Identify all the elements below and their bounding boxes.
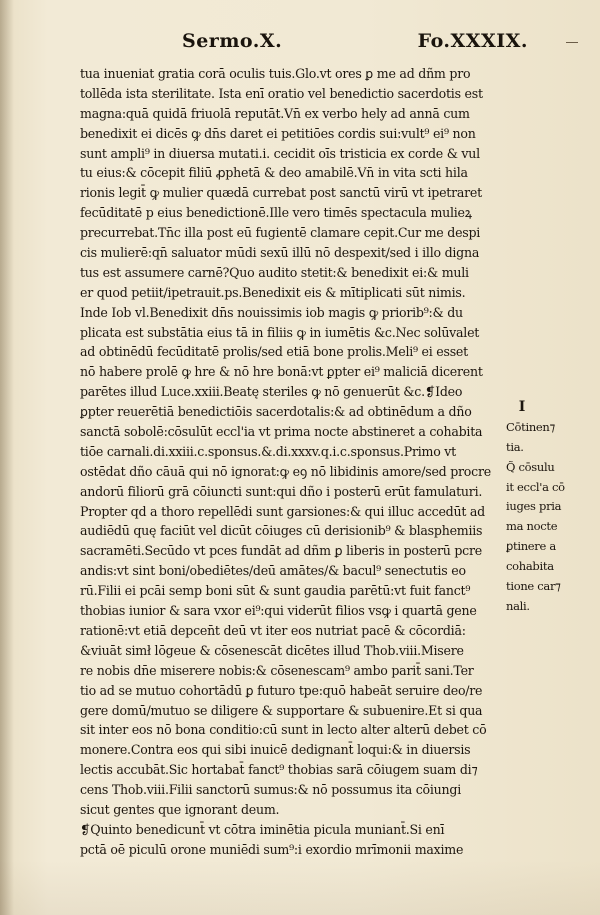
folio-number: Fo.XXXIX. (417, 30, 528, 52)
text-line: Propter qd a thoro repellēdi sunt garsiones:& qui illuc accedūt ad (80, 503, 485, 519)
text-line: ostēdat dño cāuā qui nō ignorat:ꝙ eꝯ nō libidinis amore/sed procre (80, 463, 491, 479)
text-line: tua inueniat gratia corā oculis tuis.Glo.vt ores ꝑ me ad dñm pro (80, 66, 471, 81)
text-line: rationē:vt etiā depcen̄t deū vt iter eos nutriat pacē & cōcordiā: (80, 622, 466, 638)
margin-line: nali. (506, 598, 530, 613)
text-line: sanctā sobolē:cōsulūt eccl'ia vt prima nocte abstineret a cohabita (80, 424, 483, 440)
gutter-shadow (0, 0, 14, 915)
text-line: thobias iunior & sara vxor ei⁹:qui viderūt filios vsꝙ i quartā gene (80, 603, 477, 619)
text-line: er quod petiit/ipetrauit.ps.Benedixit eis & mītiplicati sūt nimis. (80, 284, 466, 300)
margin-line: tione car⁊ (506, 579, 561, 594)
margin-numeral: I (518, 399, 526, 415)
text-line: sunt ampli⁹ in diuersa mutati.i. cecidit oīs tristicia ex corde & vul (80, 145, 480, 161)
running-head (182, 30, 534, 58)
text-line: cis mulierē:qn̄ saluator mūdi sexū illū nō despexit/sed i illo digna (80, 245, 480, 261)
text-line: sit inter eos nō bona conditio:cū sunt in lecto alter alterū debet cō (80, 722, 487, 738)
text-line: pctā oē piculū orone muniēdi sum⁹:i exordio mrīmonii maxime (80, 841, 464, 857)
margin-line: ꝑtinere a (506, 539, 556, 554)
text-line: tollēda ista sterilitate. Ista enī oratio vel benedictio sacerdotis est (80, 85, 483, 101)
text-line: ad obtinēdū fecūditatē prolis/sed etiā bone prolis.Meli⁹ ei esset (80, 344, 468, 360)
text-line: fecūditatē p eius benedictionē.Ille vero timēs spectacula mulieꝝ (80, 205, 472, 221)
text-line: andis:vt sint boni/obediētes/deū amātes/& bacul⁹ senectutis eo (80, 563, 466, 579)
text-line: precurrebat.Tn̄c illa post eū fugientē clamare cepit.Cur me despi (80, 225, 481, 241)
text-line: monere.Contra eos qui sibi inuicē dedignant̄ loqui:& in diuersis (80, 742, 471, 758)
text-line: sicut gentes que ignorant deum. (80, 801, 280, 817)
text-line: andorū filiorū grā cōiuncti sunt:qui dño i posterū erūt famulaturi. (80, 483, 483, 499)
margin-line: Cōtinen⁊ (506, 419, 555, 434)
text-line: audiēdū quę faciūt vel dicūt cōiuges cū derisionib⁹ & blasphemiis (80, 523, 483, 539)
text-line: lectis accubāt.Sic hortabat̄ fanct⁹ thobias sarā cōiugem suam di⁊ (80, 762, 478, 778)
text-line: gere domū/mutuo se diligere & supportare & subuenire.Et si qua (80, 702, 483, 718)
text-line: tio ad se mutuo cohortādū ꝑ futuro tpe:quō habeāt seruire deo/re (80, 682, 483, 698)
text-line: benedixit ei dicēs ꝙ dn̄s daret ei petitiōes cordis sui:vult⁹ ei⁹ non (80, 125, 476, 141)
text-line: &viuāt simł lōgeue & cōsenescāt dicētes illud Thob.viii.Misere (80, 642, 464, 658)
margin-line: tia. (506, 439, 524, 454)
text-line: ❡Quinto benedicunt̄ vt cōtra iminētia picula muniant̄.Si enī (80, 821, 445, 837)
bottom-margin (0, 860, 600, 915)
sermon-title: Sermo.X. (182, 30, 283, 52)
marginal-gloss (506, 398, 588, 617)
text-line: ꝑpter reuerētiā benedictiōis sacerdotalis:& ad obtinēdum a dño (80, 404, 472, 420)
text-line: plicata est substātia eius tā in filiis ꝙ in iumētis &c.Nec solūvalet (80, 324, 480, 340)
text-line: Inde Iob vl.Benedixit dn̄s nouissimis iob magis ꝙ priorib⁹:& du (80, 304, 463, 320)
margin-line: Q̃ cōsulu (506, 459, 555, 474)
margin-line: it eccl'a cō (506, 479, 565, 494)
text-line: tus est assumere carnē?Quo audito stetit:& benedixit ei:& muli (80, 264, 469, 280)
text-line: tiōe carnali.di.xxiii.c.sponsus.&.di.xxxv.q.i.c.sponsus.Primo vt (80, 443, 456, 459)
text-line: sacramēti.Secūdo vt pces fundāt ad dñm ꝑ liberis in posterū pcre (80, 543, 482, 559)
margin-line: cohabita (506, 559, 554, 574)
text-line: re nobis dn̄e miserere nobis:& cōsenescam⁹ ambo parit̄ sani.Ter (80, 662, 474, 678)
margin-dash-mark (566, 42, 578, 43)
text-line: rū.Filii ei pcāi semp boni sūt & sunt gaudia parētū:vt fuit fanct⁹ (80, 583, 471, 599)
text-line: cens Thob.viii.Filii sanctorū sumus:& nō possumus ita cōiungi (80, 782, 461, 798)
main-text-column (80, 64, 500, 860)
text-line: parētes illud Luce.xxiii.Beatę steriles ꝙ nō genuerūt &c.❡Ideo (80, 384, 463, 400)
text-line: tu eius:& cōcepit filiū ꝓphetā & deo amabilē.Vn̄ in vita scti hila (80, 165, 468, 181)
text-line: nō habere prolē ꝙ hre & nō hre bonā:vt ꝑpter ei⁹ maliciā dicerent (80, 364, 483, 380)
margin-line: ma nocte (506, 519, 558, 534)
text-line: magna:quā quidā friuolā reputāt.Vn̄ ex verbo hely ad annā cum (80, 105, 470, 121)
text-line: rionis legit̄ ꝙ mulier quædā currebat post sanctū virū vt ipetraret (80, 185, 482, 201)
margin-line: iuges pria (506, 499, 562, 514)
